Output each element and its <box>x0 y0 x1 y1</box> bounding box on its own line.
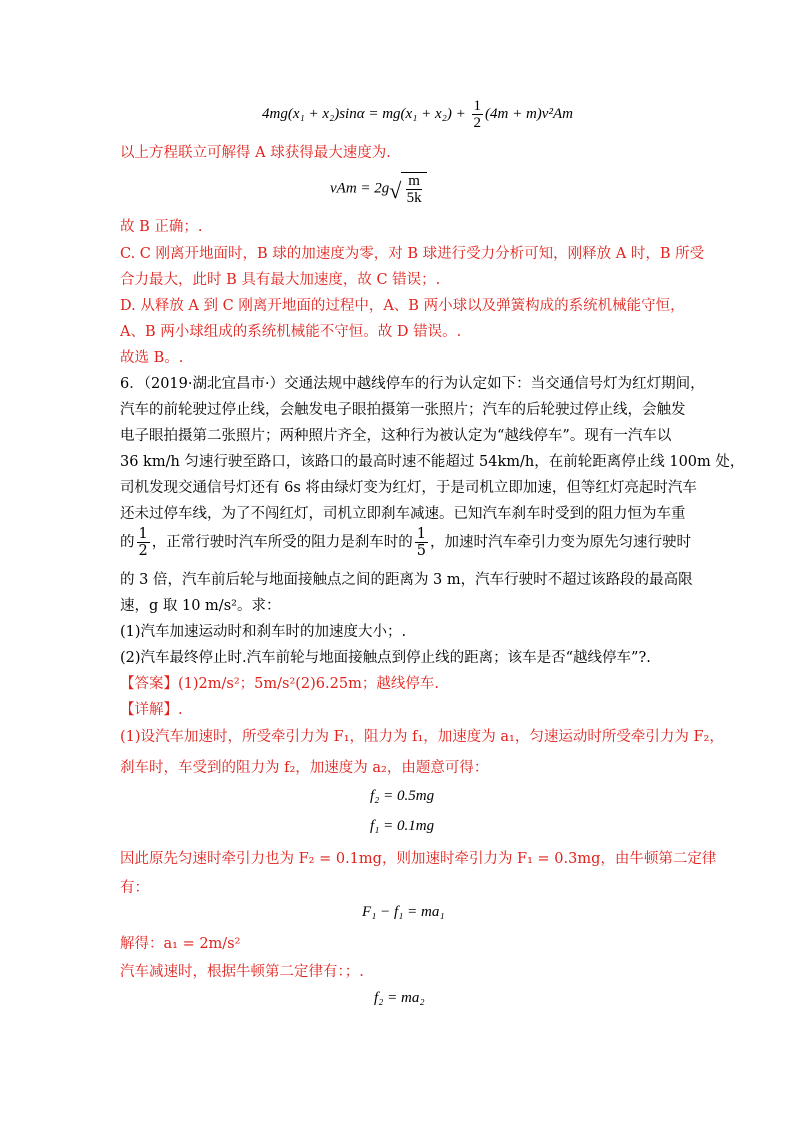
brake-force-equation: f₂ = 0.5mg <box>370 788 435 804</box>
sqrt-symbol: √ $\frac{m}{5k}$ <box>389 172 427 206</box>
solution-line3: 因此原先匀速时牵引力也为 F₂ = 0.1mg，则加速时牵引力为 F₁ = 0.3mg，由牛顿第二定律 <box>120 851 717 867</box>
question6-line9: 速，g 取 10 m/s²。求： <box>120 598 281 614</box>
fraction-one-fifth: $\frac{1}{5}$ <box>416 526 426 559</box>
solution-result: 解得：a₁ = 2m/s² <box>120 936 241 952</box>
option-d-line1: D. 从释放 A 到 C 刚离开地面的过程中，A、B 两小球以及弹簧构成的系统机械能守恒， <box>120 298 685 314</box>
question6-line2: 汽车的前轮驶过停止线，会触发电子眼拍摄第一张照片；汽车的后轮驶过停止线，会触发 <box>120 402 686 418</box>
newton-acceleration-equation: F₁ − f₁ = ma₁ <box>362 904 445 920</box>
question6-part2: (2)汽车最终停止时.汽车前轮与地面接触点到停止线的距离；该车是否“越线停车”?. <box>120 650 651 666</box>
max-speed-equation <box>330 172 427 206</box>
fraction-one-half: $\frac{1}{2}$ <box>138 526 148 559</box>
option-c-line1: C. C 刚离开地面时，B 球的加速度为零，对 B 球进行受力分析可知，刚释放 A 时，B 所受 <box>120 246 705 262</box>
choose-b: 故选 B。. <box>120 350 184 366</box>
solution-line4: 有： <box>120 880 149 896</box>
drive-resistance-equation: f₁ = 0.1mg <box>370 818 435 834</box>
solution-line6: 汽车减速时，根据牛顿第二定律有：；. <box>120 964 364 980</box>
question6-line3: 电子眼拍摄第二张照片；两种照片齐全，这种行为被认定为“越线停车”。现有一汽车以 <box>120 428 672 444</box>
speed-lhs: vAm = 2g <box>330 180 390 197</box>
question6-line4: 36 km/h 匀速行驶至路口，该路口的最高时速不能超过 54km/h，在前轮距离停止线 100m 处， <box>120 454 745 470</box>
detail-heading: 【详解】. <box>120 702 183 718</box>
energy-equation <box>262 98 573 131</box>
newton-brake-equation: f₂ = ma₂ <box>374 990 425 1006</box>
question6-line1: 6．（2019·湖北宜昌市·）交通法规中越线停车的行为认定如下：当交通信号灯为红灯期间， <box>120 376 705 392</box>
solve-line: 以上方程联立可解得 A 球获得最大速度为. <box>120 145 391 161</box>
equation-lhs: 4mg(x₁ + x₂)sinα = mg(x₁ + x₂) + <box>262 105 470 122</box>
question6-line6: 还未过停车线，为了不闯红灯，司机立即刹车减速。已知汽车刹车时受到的阻力恒为车重 <box>120 506 686 522</box>
question6-line7: 的 $\frac{1}{2}$ ，正常行驶时汽车所受的阻力是刹车时的 $\frac{1}{5}$ ，加速时汽车牵引力变为原先匀速行驶时 <box>120 526 691 559</box>
solution-line2: 刹车时，车受到的阻力为 f₂，加速度为 a₂，由题意可得： <box>120 760 489 776</box>
b-correct: 故 B 正确；. <box>120 219 203 235</box>
answer-line: 【答案】(1)2m/s²；5m/s²(2)6.25m；越线停车. <box>120 676 439 692</box>
option-c-line2: 合力最大，此时 B 具有最大加速度，故 C 错误；. <box>120 272 441 288</box>
question6-line8: 的 3 倍，汽车前后轮与地面接触点之间的距离为 3 m，汽车行驶时不超过该路段的最高限 <box>120 572 693 588</box>
option-d-line2: A、B 两小球组成的系统机械能不守恒。故 D 错误。. <box>120 324 462 340</box>
equation-tail: (4m + m)v²Am <box>485 105 573 122</box>
half-fraction: $\frac{1}{2}$ <box>473 98 482 131</box>
question6-part1: (1)汽车加速运动时和刹车时的加速度大小；. <box>120 624 407 640</box>
question6-line5: 司机发现交通信号灯还有 6s 将由绿灯变为红灯，于是司机立即加速，但等红灯亮起时汽车 <box>120 480 697 496</box>
solution-line1: (1)设汽车加速时，所受牵引力为 F₁，阻力为 f₁，加速度为 a₁，匀速运动时所受牵引力为 F₂， <box>120 729 724 745</box>
